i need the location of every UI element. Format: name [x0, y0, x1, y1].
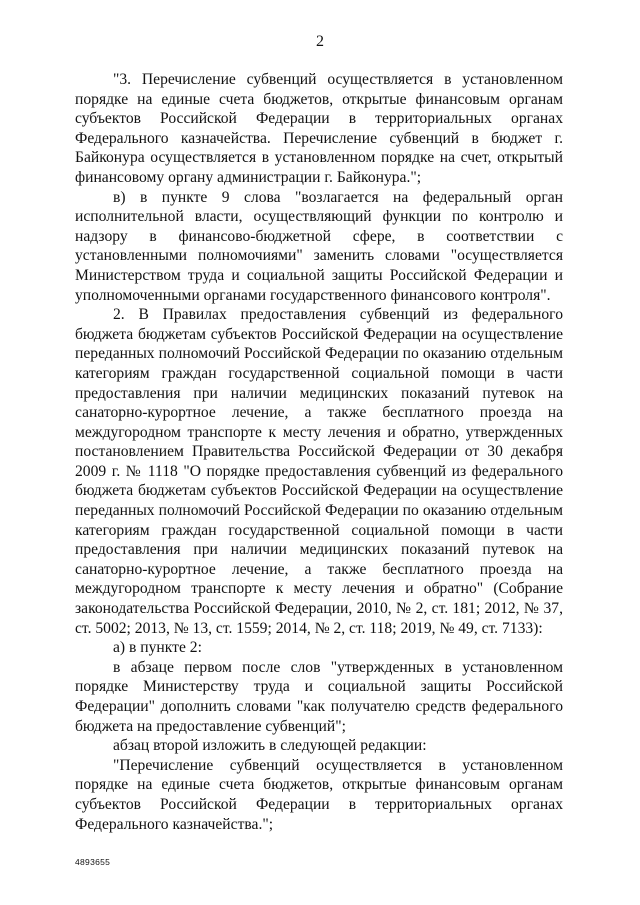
page-number: 2	[316, 33, 324, 50]
paragraph-subitem-v: в) в пункте 9 слова "возлагается на федеральный орган исполнительной власти, осуществляющий функции по контролю и надзору в финансово-бюджетной сфере, в соответствии с установленными полномочиями" заменить словами "осуществляется Министерством труда и социальной защиты Российской Федерации и уполномоченными органами государственного финансового контроля".	[75, 188, 563, 304]
paragraph-amend-second-abzac: абзац второй изложить в следующей редакции:	[113, 737, 427, 755]
document-code: 4893655	[75, 857, 111, 867]
document-body	[75, 70, 563, 834]
paragraph-quoted-clause-3: "3. Перечисление субвенций осуществляется в установленном порядке на единые счета бюджетов, открытые финансовым органам субъектов Российской Федерации в территориальных органах Федерального казначейства. Перечисление субвенций в бюджет г. Байконура осуществляется в установленном порядке на счет, открытый финансовому органу администрации г. Байконура.";	[75, 71, 563, 186]
paragraph-subitem-a: а) в пункте 2:	[113, 639, 202, 657]
paragraph-amend-first-abzac: в абзаце первом после слов "утвержденных в установленном порядке Министерству труда и социальной защиты Российской Федерации" дополнить словами "как получателю средств федерального бюджета на предоставление субвенций";	[75, 658, 563, 735]
paragraph-new-wording: "Перечисление субвенций осуществляется в установленном порядке на единые счета бюджетов, открытые финансовым органам субъектов Российской Федерации в территориальных органах Федерального казначейства.";	[75, 756, 563, 833]
paragraph-item-2: 2. В Правилах предоставления субвенций из федерального бюджета бюджетам субъектов Российской Федерации на осуществление переданных полномочий Российской Федерации по оказанию отдельным категориям граждан государственной социальной помощи в части предоставления при наличии медицинских показаний путевок на санаторно-курортное лечение, а также бесплатного проезда на междугородном транспорте к месту лечения и обратно, утвержденных постановлением Правительства Российской Федерации от 30 декабря 2009 г. № 1118 "О порядке предоставления субвенций из федерального бюджета бюджетам субъектов Российской Федерации на осуществление переданных полномочий Российской Федерации по оказанию отдельным категориям граждан государственной социальной помощи в части предоставления при наличии медицинских показаний путевок на санаторно-курортное лечение, а также бесплатного проезда на междугородном транспорте к месту лечения и обратно" (Собрание законодательства Российской Федерации, 2010, № 2, ст. 181; 2012, № 37, ст. 5002; 2013, № 13, ст. 1559; 2014, № 2, ст. 118; 2019, № 49, ст. 7133):	[75, 306, 563, 637]
